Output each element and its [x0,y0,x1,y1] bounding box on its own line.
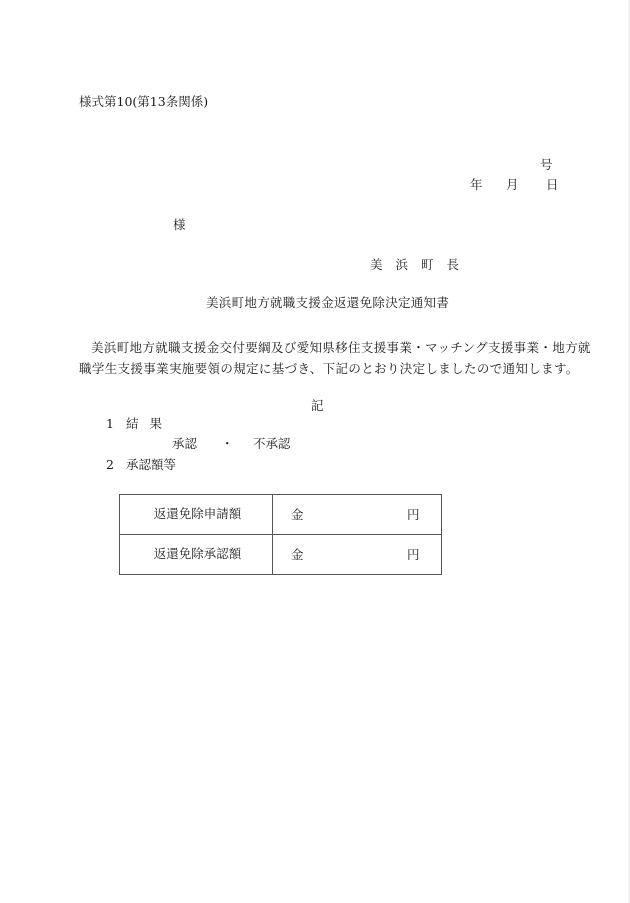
date-year-label: 年 [470,177,483,192]
row-label: 返還免除申請額 [120,495,273,535]
body-line-2: 職学生支援事業実施要領の規定に基づき、下記のとおり決定しましたので通知します。 [79,361,579,376]
sender: 美浜町長 [370,257,473,272]
amount-table [119,494,442,575]
option-approve: 承認 [172,436,198,451]
body-paragraph [79,337,591,379]
amount-unit: 円 [407,546,420,562]
date-month-label: 月 [506,177,519,192]
date-day-label: 日 [546,177,559,192]
option-separator: ・ [221,436,234,451]
date-line [470,179,559,192]
ki-heading: 記 [311,398,324,413]
addressee-suffix: 様 [173,217,186,232]
amount-prefix: 金 [291,506,304,522]
table-row [120,535,442,575]
row-label: 返還免除承認額 [120,535,273,575]
item-2-number: 2 [106,457,114,472]
amount-prefix: 金 [291,546,304,562]
table-row [120,495,442,535]
item-1-label: 結果 [126,416,174,431]
option-reject: 不承認 [253,436,291,451]
amount-cell [273,535,442,575]
amount-cell [273,495,442,535]
item-1-number: 1 [106,416,114,431]
form-number: 様式第10(第13条関係) [79,94,209,109]
document-title: 美浜町地方就職支援金返還免除決定通知書 [206,295,450,310]
body-line-1: 美浜町地方就職支援金交付要綱及び愛知県移住支援事業・マッチング支援事業・地方就 [91,340,591,355]
issue-number-suffix: 号 [540,157,553,172]
amount-unit: 円 [407,506,420,522]
item-2-label: 承認額等 [126,457,177,472]
